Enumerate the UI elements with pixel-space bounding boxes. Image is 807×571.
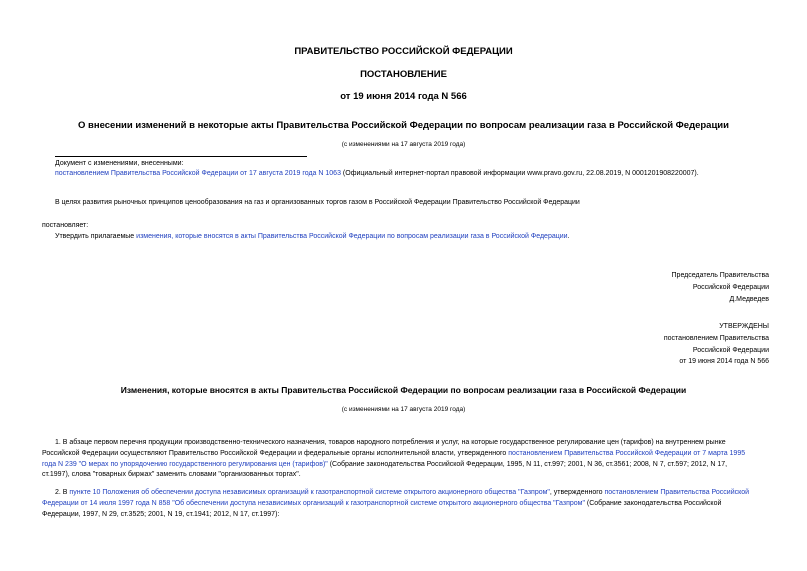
approve-suffix: . — [567, 233, 570, 240]
changes-title: Изменения, которые вносятся в акты Правительства Российской Федерации по вопросам реализации газа в Российской Федерации — [120, 385, 687, 395]
doc-title: О внесении изменений в некоторые акты Правительства Российской Федерации по вопросам реализации газа в Российской Федерации — [77, 120, 729, 131]
approved-line-4: от 19 июня 2014 года N 566 — [679, 358, 769, 366]
item-1-line-4: ст.1997), слова "товарных биржах" заменить словами "организованных торгах". — [42, 471, 301, 479]
doc-type-heading: ПОСТАНОВЛЕНИЕ — [360, 69, 447, 80]
preamble-text: В целях развития рыночных принципов ценообразования на газ и организованных торгов газом в Российской Федерации Правительство Российской Федерации — [55, 199, 580, 206]
changes-note-2: (с изменениями на 17 августа 2019 года) — [341, 406, 466, 413]
amendments-divider — [55, 156, 307, 157]
amendment-link[interactable]: постановлением Правительства Российской Федерации от 17 августа 2019 года N 1063 — [55, 170, 341, 177]
approved-line-3: Российской Федерации — [692, 346, 769, 354]
approved-line-1: УТВЕРЖДЕНЫ — [719, 323, 769, 330]
approve-line — [55, 233, 570, 242]
item-2-link-a[interactable]: пункте 10 Положения об обеспечении доступа независимых организаций к газотранспортной системе открытого акционерного общества "Газпром" — [69, 489, 550, 496]
item-2-link-b[interactable]: постановлением Правительства Российской — [604, 489, 750, 496]
item-1-line-2 — [42, 450, 768, 459]
item-2-source: (Собрание законодательства Российской — [584, 499, 722, 507]
signature-line-1: Председатель Правительства — [671, 272, 769, 279]
approved-line-2: постановлением Правительства — [663, 334, 769, 342]
item-2-line-2 — [42, 500, 768, 509]
item-1 — [42, 439, 768, 480]
approve-link[interactable]: изменения, которые вносятся в акты Правительства Российской Федерации по вопросам реализации газа в Российской Федерации — [136, 233, 568, 240]
approved-block — [469, 323, 769, 367]
signature-line-2: Российской Федерации — [692, 283, 769, 291]
item-1-text: Российской Федерации осуществляют Правительство Российской Федерации и федеральные органы исполнительной власти, утвержденного — [42, 449, 509, 457]
item-2-line-3: Федерации, 1997, N 29, ст.3525; 2001, N 19, ст.1941; 2012, N 17, ст.1997): — [42, 510, 280, 518]
amendment-source: (Официальный интернет-портал правовой информации www.pravo.gov.ru, 22.08.2019, N 0001201908220007). — [340, 170, 699, 177]
signature-line-3: Д.Медведев — [729, 295, 769, 303]
approve-prefix: Утвердить прилагаемые — [55, 233, 137, 240]
item-2-mid: , утвержденного — [549, 489, 605, 496]
signature-block — [469, 272, 769, 304]
item-1-link-b[interactable]: года N 239 "О мерах по упорядочению государственного регулирования цен (тарифов)" — [42, 460, 328, 468]
item-1-link-a[interactable]: постановлением Правительства Российской Федерации от 7 марта 1995 — [508, 449, 746, 457]
amendments-label: Документ с изменениями, внесенными: — [55, 160, 184, 167]
amendments-line — [55, 170, 699, 179]
item-1-line-1: 1. В абзаце первом перечня продукции производственно-технического назначения, товаров народного потребления и услуг, на которые государственное регулирование цен (тарифов) на внутреннем рынке — [55, 439, 726, 446]
item-2-line-1 — [42, 489, 768, 498]
item-2-link-c[interactable]: Федерации от 14 июля 1997 года N 858 "Об обеспечении доступа независимых организаций к газотранспортной системе открытого акционерного общества "Газпром" — [42, 499, 585, 507]
item-1-line-3 — [42, 461, 768, 470]
changes-note: (с изменениями на 17 августа 2019 года) — [341, 141, 466, 148]
item-1-source: (Собрание законодательства Российской Федерации, 1995, N 11, ст.997; 2001, N 36, ст.3561; 2008, N 7, ст.597; 2012, N 17, — [327, 460, 728, 468]
decrees-text: постановляет: — [42, 222, 89, 229]
item-2 — [42, 489, 768, 519]
government-heading: ПРАВИТЕЛЬСТВО РОССИЙСКОЙ ФЕДЕРАЦИИ — [294, 46, 513, 57]
doc-date-number: от 19 июня 2014 года N 566 — [340, 91, 467, 102]
item-2-prefix: 2. В — [55, 489, 70, 496]
